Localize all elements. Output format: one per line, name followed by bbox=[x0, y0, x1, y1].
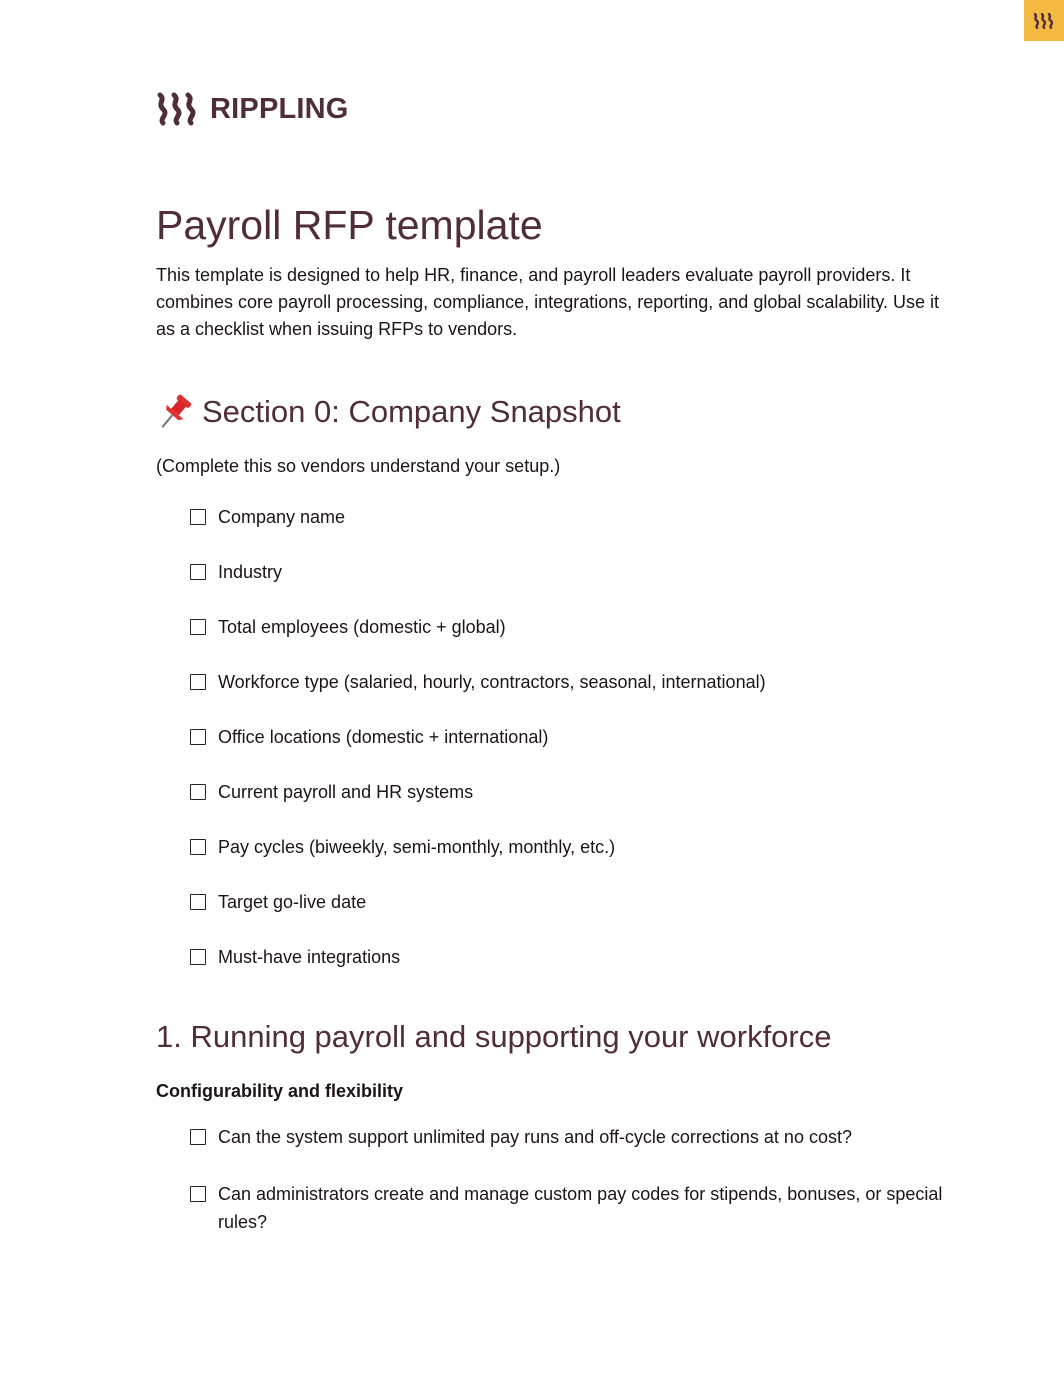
brand-name: RIPPLING bbox=[210, 92, 349, 125]
checkbox[interactable] bbox=[190, 564, 206, 580]
checklist-item bbox=[190, 558, 766, 613]
section-0-title: Section 0: Company Snapshot bbox=[202, 394, 621, 429]
checklist-item-label: Can the system support unlimited pay runs and off-cycle corrections at no cost? bbox=[218, 1127, 852, 1147]
checklist-item-label: Office locations (domestic + international) bbox=[218, 727, 549, 747]
section-1-checklist bbox=[190, 1123, 950, 1265]
checklist-item-label: Workforce type (salaried, hourly, contractors, seasonal, international) bbox=[218, 672, 766, 692]
checklist-item bbox=[190, 1123, 950, 1151]
checklist-item bbox=[190, 1180, 950, 1236]
checklist-item bbox=[190, 613, 766, 668]
checklist-item bbox=[190, 888, 766, 943]
checklist-item-label: Total employees (domestic + global) bbox=[218, 617, 506, 637]
checklist-item bbox=[190, 943, 766, 998]
checklist-item-label: Pay cycles (biweekly, semi-monthly, monthly, etc.) bbox=[218, 837, 616, 857]
checkbox[interactable] bbox=[190, 509, 206, 525]
section-0-heading bbox=[156, 392, 621, 432]
checklist-item bbox=[190, 723, 766, 778]
checklist-item bbox=[190, 503, 766, 558]
checklist-item bbox=[190, 778, 766, 833]
rippling-wave-icon bbox=[1033, 13, 1055, 29]
checklist-item-label: Industry bbox=[218, 562, 283, 582]
checklist-item-label: Company name bbox=[218, 507, 346, 527]
pushpin-icon bbox=[156, 392, 194, 432]
checklist-item bbox=[190, 833, 766, 888]
checkbox[interactable] bbox=[190, 619, 206, 635]
page-title: Payroll RFP template bbox=[156, 202, 543, 248]
checkbox[interactable] bbox=[190, 674, 206, 690]
checkbox[interactable] bbox=[190, 729, 206, 745]
checkbox[interactable] bbox=[190, 949, 206, 965]
checklist-item-label: Can administrators create and manage custom pay codes for stipends, bonuses, or special rules? bbox=[218, 1184, 943, 1232]
rippling-logo bbox=[156, 92, 349, 126]
rippling-wave-icon bbox=[156, 92, 198, 126]
checkbox[interactable] bbox=[190, 784, 206, 800]
checklist-item-label: Must-have integrations bbox=[218, 947, 401, 967]
checkbox[interactable] bbox=[190, 1186, 206, 1202]
intro-paragraph: This template is designed to help HR, finance, and payroll leaders evaluate payroll providers. It combines core payroll processing, compliance, integrations, reporting, and global scalability. Use it as a checklist when issuing RFPs to vendors. bbox=[156, 265, 940, 339]
checklist-item-label: Target go-live date bbox=[218, 892, 367, 912]
rippling-corner-badge bbox=[1024, 0, 1064, 41]
section-0-note: (Complete this so vendors understand your setup.) bbox=[156, 456, 561, 476]
section-1-title: 1. Running payroll and supporting your workforce bbox=[156, 1019, 832, 1054]
section-1-heading bbox=[156, 1017, 832, 1057]
section-0-checklist bbox=[190, 503, 766, 998]
checkbox[interactable] bbox=[190, 839, 206, 855]
checkbox[interactable] bbox=[190, 1129, 206, 1145]
checklist-item-label: Current payroll and HR systems bbox=[218, 782, 474, 802]
checkbox[interactable] bbox=[190, 894, 206, 910]
section-1-subheading: Configurability and flexibility bbox=[156, 1081, 404, 1101]
checklist-item bbox=[190, 668, 766, 723]
